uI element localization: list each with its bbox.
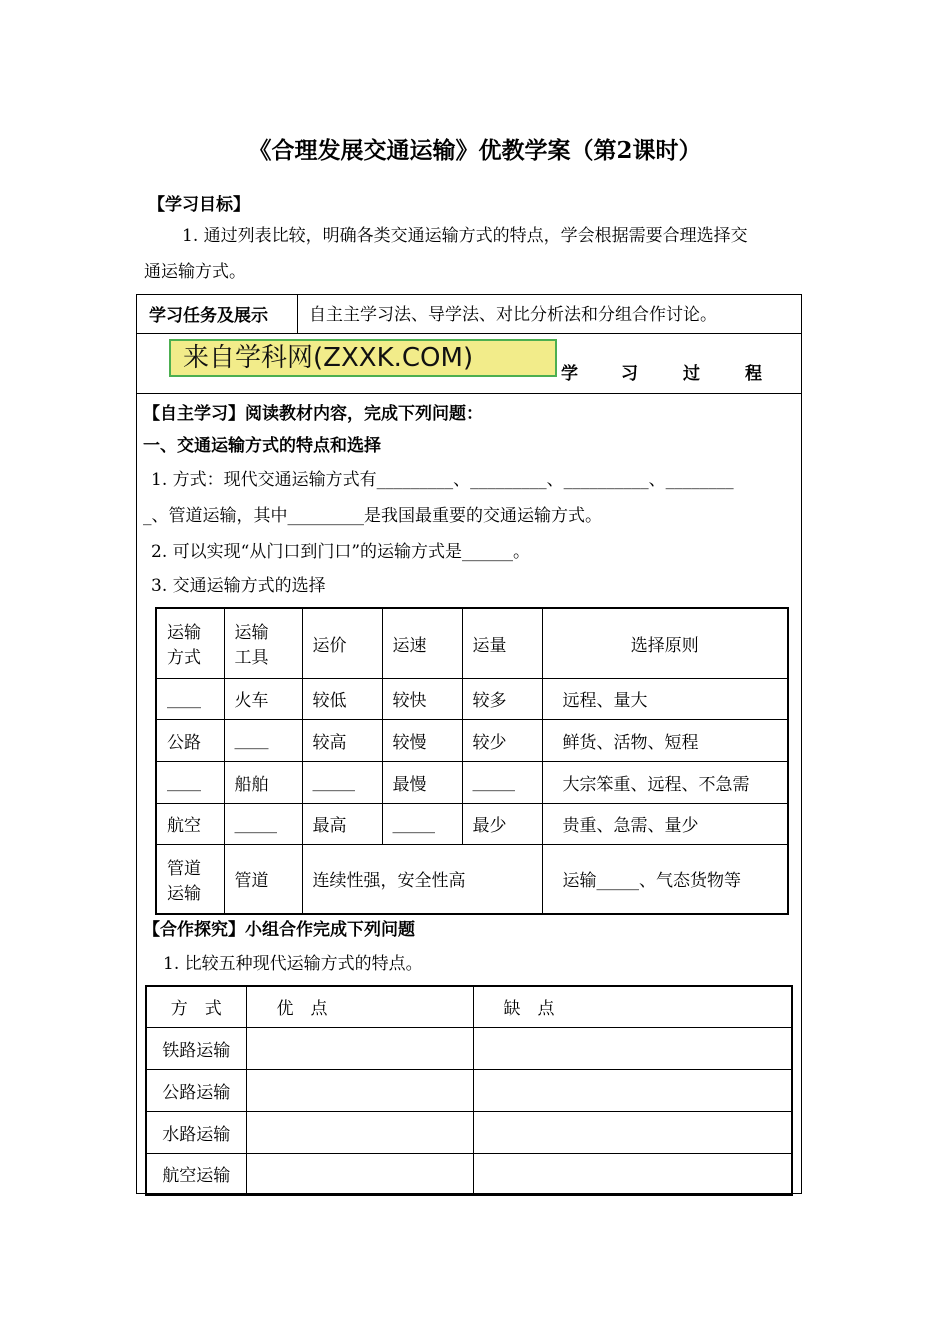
cell: ____	[224, 719, 302, 761]
question-1b: _、管道运输，其中_________是我国最重要的交通运输方式。	[143, 506, 602, 526]
header-principle: 选择原则	[542, 608, 788, 678]
table-row	[156, 844, 788, 914]
table-row	[156, 761, 788, 803]
pros-cell[interactable]	[246, 1111, 473, 1153]
watermark-stamp: 来自学科网(ZXXK.COM)	[169, 339, 557, 377]
cell: _____	[302, 761, 382, 803]
cons-cell[interactable]	[473, 1111, 792, 1153]
cell: 铁路运输	[146, 1027, 246, 1069]
cell: _____	[462, 761, 542, 803]
cell: 管道 运输	[156, 844, 224, 914]
table-row	[156, 803, 788, 844]
process-char-4: 程	[745, 364, 762, 384]
objectives-header: 【学习目标】	[148, 195, 250, 215]
question-3: 3. 交通运输方式的选择	[151, 576, 326, 596]
task-label: 学习任务及展示	[149, 306, 268, 326]
table-row	[146, 1111, 792, 1153]
header-volume: 运量	[462, 608, 542, 678]
self-study-header: 【自主学习】阅读教材内容，完成下列问题：	[143, 404, 483, 424]
cell: 水路运输	[146, 1111, 246, 1153]
cell: 大宗笨重、远程、不急需	[542, 761, 788, 803]
question-2: 2. 可以实现“从门口到门口”的运输方式是______。	[151, 542, 531, 562]
cons-cell[interactable]	[473, 1027, 792, 1069]
cell: 公路运输	[146, 1069, 246, 1111]
cell: 运输_____、气态货物等	[542, 844, 788, 914]
cell: 管道	[224, 844, 302, 914]
question-1a: 1. 方式：现代交通运输方式有_________、_________、__________、________	[151, 470, 734, 490]
cell: 最慢	[382, 761, 462, 803]
cell: _____	[224, 803, 302, 844]
section-1-title: 一、交通运输方式的特点和选择	[143, 436, 381, 456]
header-pros: 优 点	[246, 986, 473, 1027]
cell: ____	[156, 761, 224, 803]
process-char-1: 学	[561, 364, 578, 384]
header-mode: 方 式	[146, 986, 246, 1027]
cell: 船舶	[224, 761, 302, 803]
cell: 连续性强，安全性高	[302, 844, 542, 914]
table-row	[146, 1069, 792, 1111]
comparison-table	[145, 985, 793, 1196]
page-title: 《合理发展交通运输》优教学案（第2课时）	[248, 137, 702, 164]
cell: 较少	[462, 719, 542, 761]
objective-item-1	[148, 218, 813, 254]
table-row	[156, 719, 788, 761]
cell: 较快	[382, 678, 462, 719]
cell: 较慢	[382, 719, 462, 761]
table-header-row	[146, 986, 792, 1027]
header-speed: 运速	[382, 608, 462, 678]
cell: 较低	[302, 678, 382, 719]
table-row	[146, 1027, 792, 1069]
header-mode: 运输 方式	[156, 608, 224, 678]
pros-cell[interactable]	[246, 1027, 473, 1069]
cons-cell[interactable]	[473, 1153, 792, 1195]
coop-question-1: 1. 比较五种现代运输方式的特点。	[163, 954, 423, 974]
table-header-row	[156, 608, 788, 678]
objective-item-1-cont: 通运输方式。	[144, 262, 246, 282]
task-value: 自主主学习法、导学法、对比分析法和分组合作讨论。	[309, 305, 717, 325]
process-char-3: 过	[683, 364, 700, 384]
cell: 远程、量大	[542, 678, 788, 719]
pros-cell[interactable]	[246, 1069, 473, 1111]
cell: 航空	[156, 803, 224, 844]
lesson-frame	[136, 294, 802, 1194]
cell: 鲜货、活物、短程	[542, 719, 788, 761]
cons-cell[interactable]	[473, 1069, 792, 1111]
cell: 火车	[224, 678, 302, 719]
process-char-2: 习	[621, 364, 638, 384]
cell: 最少	[462, 803, 542, 844]
coop-header: 【合作探究】小组合作完成下列问题	[143, 920, 415, 940]
cell: ____	[156, 678, 224, 719]
objective-text: 1. 通过列表比较，明确各类交通运输方式的特点，学会根据需要合理选择交	[182, 226, 748, 246]
table-row	[156, 678, 788, 719]
transport-selection-table	[155, 607, 789, 915]
cell: 贵重、急需、量少	[542, 803, 788, 844]
cell: _____	[382, 803, 462, 844]
table-row	[146, 1153, 792, 1195]
cell: 公路	[156, 719, 224, 761]
header-tool: 运输 工具	[224, 608, 302, 678]
pros-cell[interactable]	[246, 1153, 473, 1195]
cell: 较多	[462, 678, 542, 719]
header-price: 运价	[302, 608, 382, 678]
cell: 航空运输	[146, 1153, 246, 1195]
cell: 最高	[302, 803, 382, 844]
cell: 较高	[302, 719, 382, 761]
header-cons: 缺 点	[473, 986, 792, 1027]
